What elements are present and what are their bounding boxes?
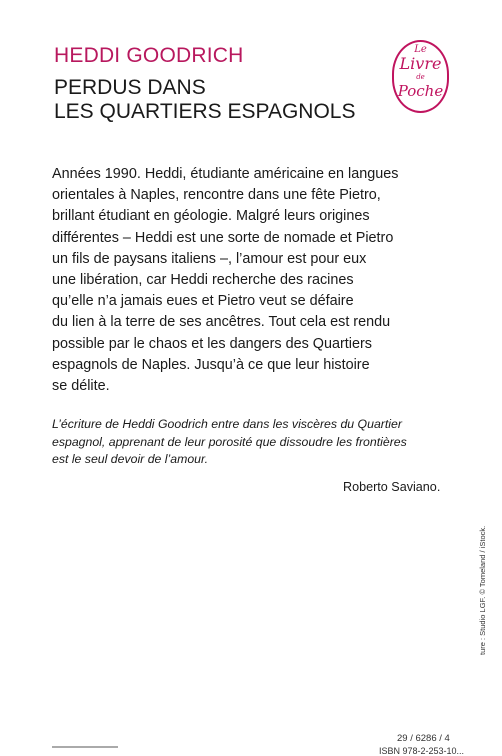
quote-attribution: Roberto Saviano. — [343, 480, 441, 494]
logo-text: Poche — [397, 82, 444, 100]
summary-line: se délite. — [52, 378, 110, 395]
press-quote — [52, 416, 462, 469]
summary-line: qu’elle n’a jamais eues et Pietro veut se défaire — [52, 293, 354, 310]
summary-line: différentes – Heddi est une sorte de nomade et Pietro — [52, 229, 394, 246]
title-line: LES QUARTIERS ESPAGNOLS — [54, 100, 356, 123]
summary-line: espagnols de Naples. Jusqu’à ce que leur histoire — [52, 356, 370, 373]
quote-line: espagnol, apprenant de leur porosité que dissoudre les frontières — [52, 434, 407, 449]
publisher-logo — [392, 40, 449, 113]
isbn-number: ISBN 978-2-253-10... — [379, 746, 465, 756]
title-line: PERDUS DANS — [54, 76, 206, 99]
barcode-edge — [52, 746, 118, 748]
quote-line: est le seul devoir de l’amour. — [52, 452, 209, 466]
book-summary — [52, 164, 464, 397]
author-name: HEDDI GOODRICH — [54, 44, 244, 67]
logo-text: Le — [414, 44, 427, 55]
summary-line: brillant étudiant en géologie. Malgré leurs origines — [52, 208, 370, 225]
summary-line: orientales à Naples, rencontre dans une fête Pietro, — [52, 187, 381, 204]
summary-line: Années 1990. Heddi, étudiante américaine en langues — [52, 166, 399, 182]
summary-line: du lien à la terre de ses ancêtres. Tout cela est rendu — [52, 314, 391, 331]
logo-text: de — [416, 73, 425, 81]
book-title — [54, 76, 356, 124]
summary-line: une libération, car Heddi recherche des racines — [52, 272, 354, 289]
logo-text: Livre — [399, 54, 442, 73]
quote-line: L’écriture de Heddi Goodrich entre dans les viscères du Quartier — [52, 417, 402, 431]
summary-line: un fils de paysans italiens –, l’amour est pour eux — [52, 250, 367, 267]
cover-credits: ture : Studio LGF. © Tomeland / iStock. — [478, 525, 487, 655]
summary-line: possible par le chaos et les dangers des Quartiers — [52, 335, 372, 352]
reference-number: 29 / 6286 / 4 — [397, 733, 450, 744]
